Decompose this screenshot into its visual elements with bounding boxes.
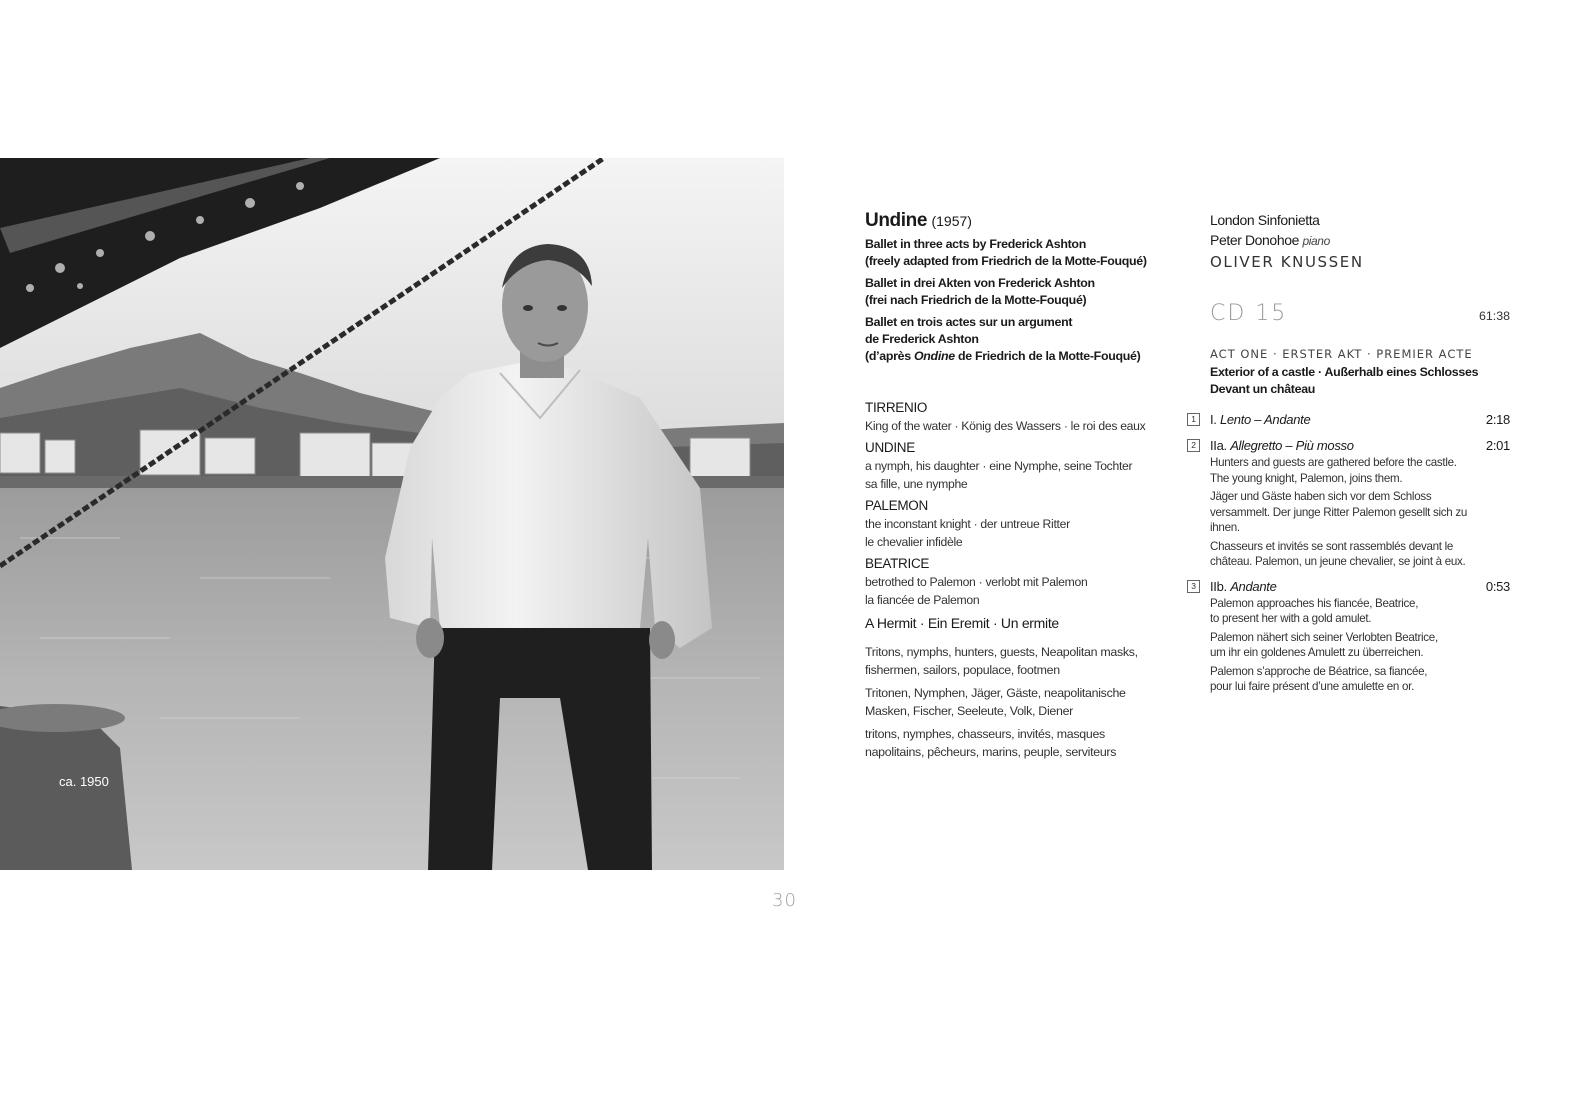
track-duration: 2:01 (1485, 438, 1510, 453)
work-title: Undine (865, 210, 927, 231)
description-text: Ballet in drei Akten von Frederick Ashton (frei nach Friedrich de la Motte-Fouqué) (865, 276, 1095, 307)
track-title: Lento – Andante (1219, 412, 1311, 427)
work-description (865, 275, 1165, 309)
track-description: Palemon approaches his fiancée, Beatrice, to present her with a gold amulet. (1210, 596, 1419, 625)
work-year: (1957) (931, 213, 972, 229)
act-heading: ACT ONE · ERSTER AKT · PREMIER ACTE (1210, 347, 1473, 361)
soloist-line (1186, 230, 1510, 251)
ensemble-line: Tritonen, Nymphen, Jäger, Gäste, neapolitanische Masken, Fischer, Seeleute, Volk, Diener (865, 686, 1126, 718)
ensemble-list (865, 643, 1165, 761)
track-prefix: IIb. (1210, 578, 1231, 594)
role-name: PALEMON (865, 498, 928, 513)
cd-header (1186, 301, 1510, 335)
track-description: Palemon s’approche de Béatrice, sa fiancée, pour lui faire présent d’une amulette en or. (1210, 664, 1428, 693)
tracklist-column (1186, 210, 1510, 702)
work-description (865, 314, 1165, 365)
track-title: Andante (1230, 578, 1277, 594)
track-prefix: IIa. (1210, 438, 1231, 453)
description-text: Ballet en trois actes sur un argument de Frederick Ashton (d’après (865, 315, 1073, 363)
track-item (1186, 577, 1510, 695)
track-prefix: I. (1210, 412, 1220, 427)
work-descriptions (865, 236, 1165, 365)
track-description: Palemon nähert sich seiner Verlobten Beatrice, um ihr ein goldenes Amulett zu überreichen. (1210, 630, 1438, 659)
track-number-box: 3 (1187, 580, 1200, 593)
track-list (1186, 410, 1510, 695)
track-header (1186, 577, 1510, 596)
track-description: Jäger und Gäste haben sich vor dem Schloss versammelt. Der junge Ritter Palemon gesellt sich zu ihnen. (1210, 490, 1467, 534)
track-header (1186, 410, 1510, 429)
description-text: de Friedrich de la Motte-Fouqué) (954, 349, 1141, 363)
hermit-role: A Hermit · Ein Eremit · Un ermite (865, 615, 1059, 631)
work-heading (865, 210, 1165, 232)
ensemble-line: Tritons, nymphs, hunters, guests, Neapolitan masks, fishermen, sailors, populace, footmen (865, 645, 1138, 677)
description-italic-title: Ondine (913, 349, 955, 363)
role-description: betrothed to Palemon · verlobt mit Palemon la fiancée de Palemon (865, 575, 1088, 607)
track-duration: 0:53 (1485, 578, 1510, 594)
soloist-instrument: piano (1302, 234, 1330, 248)
role-description: a nymph, his daughter · eine Nymphe, seine Tochter sa fille, une nymphe (865, 459, 1133, 491)
track-description: Chasseurs et invités se sont rassemblés devant le château. Palemon, un jeune chevalier, se joint à eux. (1210, 539, 1466, 568)
photo-illustration (0, 158, 784, 870)
work-description (865, 236, 1165, 270)
cd-total-time: 61:38 (1478, 309, 1510, 323)
track-title: Allegretto – Più mosso (1230, 438, 1354, 453)
cd-label: CD 15 (1210, 301, 1288, 326)
conductor-name: OLIVER KNUSSEN (1210, 253, 1364, 271)
track-header (1186, 436, 1510, 455)
soloist-name: Peter Donohoe (1210, 232, 1299, 248)
track-item (1186, 410, 1510, 429)
role-description: the inconstant knight · der untreue Ritter le chevalier infidèle (865, 517, 1070, 549)
track-number-box: 1 (1187, 413, 1200, 426)
track-number-box: 2 (1187, 439, 1200, 452)
work-info-column (865, 210, 1165, 766)
description-text: Ballet in three acts by Frederick Ashton (freely adapted from Friedrich de la Motte-Fouqué) (865, 237, 1147, 268)
ensemble-line: tritons, nymphes, chasseurs, invités, masques napolitains, pêcheurs, marins, peuple, serviteurs (865, 727, 1117, 759)
track-duration: 2:18 (1485, 412, 1510, 427)
scene-title: Exterior of a castle · Außerhalb eines Schlosses Devant un château (1210, 365, 1479, 396)
archival-photo (0, 158, 784, 870)
track-description: Hunters and guests are gathered before the castle. The young knight, Palemon, joins them. (1210, 456, 1457, 485)
cast-list (865, 399, 1165, 609)
orchestra-name: London Sinfonietta (1210, 212, 1320, 228)
track-item (1186, 436, 1510, 570)
role-name: TIRRENIO (865, 400, 928, 415)
page-number: 30 (772, 890, 797, 911)
role-name: UNDINE (865, 440, 915, 455)
role-name: BEATRICE (865, 556, 930, 571)
role-description: King of the water · König des Wassers · le roi des eaux (865, 419, 1146, 433)
photo-caption: ca. 1950 (59, 774, 109, 789)
